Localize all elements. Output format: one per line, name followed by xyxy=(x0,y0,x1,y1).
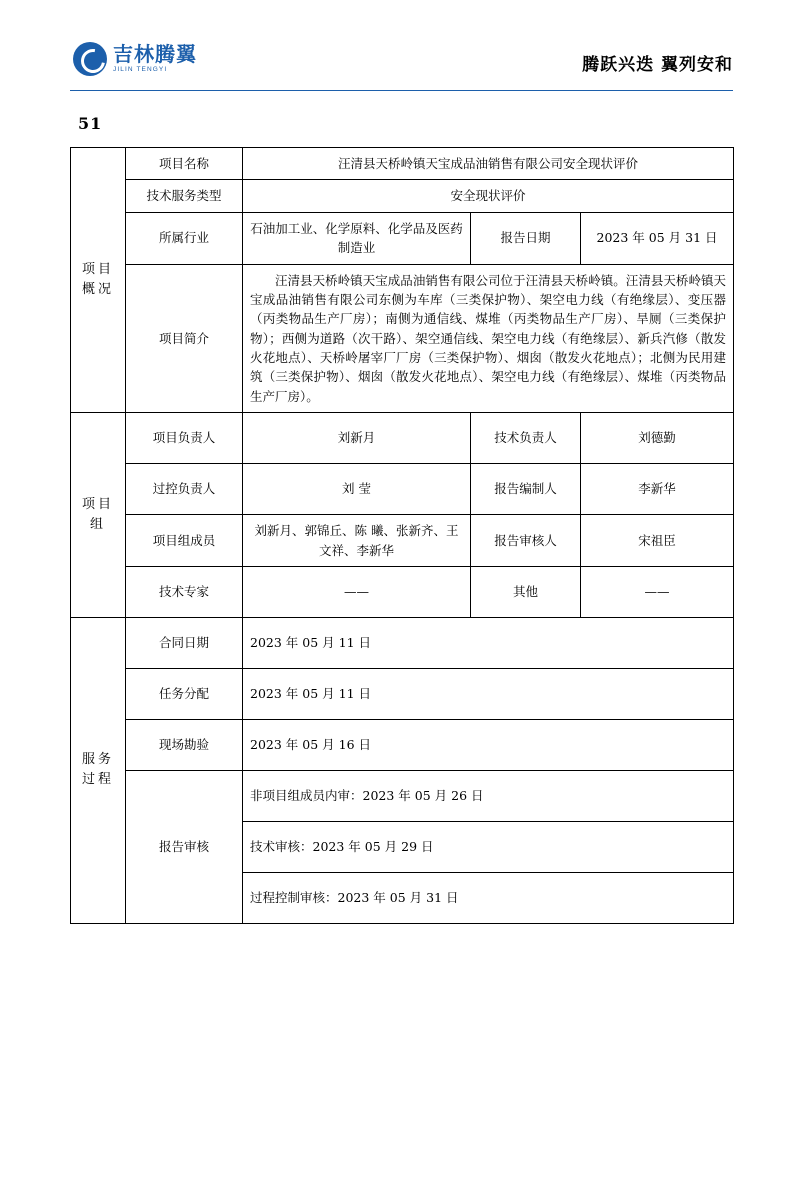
document-page xyxy=(0,42,803,1177)
row-value: 刘新月 xyxy=(243,413,471,464)
row-value: 安全现状评价 xyxy=(243,180,734,212)
section-label-team: 项目组 xyxy=(71,413,126,618)
logo-text xyxy=(113,44,197,74)
table-row xyxy=(71,566,734,617)
row-value-secondary: 2023 年 05 月 31 日 xyxy=(581,212,734,264)
row-label: 项目负责人 xyxy=(126,413,243,464)
row-value: 刘 莹 xyxy=(243,464,471,515)
row-value: 汪清县天桥岭镇天宝成品油销售有限公司安全现状评价 xyxy=(243,148,734,180)
company-logo-icon xyxy=(73,42,107,76)
row-label: 合同日期 xyxy=(126,617,243,668)
company-logo xyxy=(73,42,197,76)
row-value-review-3: 过程控制审核：2023 年 05 月 31 日 xyxy=(243,872,734,923)
row-label: 技术服务类型 xyxy=(126,180,243,212)
row-value: 2023 年 05 月 16 日 xyxy=(243,719,734,770)
row-value-secondary: 宋祖臣 xyxy=(581,515,734,567)
row-value-secondary: —— xyxy=(581,566,734,617)
page-number: 51 xyxy=(78,114,103,133)
row-label-secondary: 技术负责人 xyxy=(471,413,581,464)
row-value-secondary: 李新华 xyxy=(581,464,734,515)
row-label: 项目简介 xyxy=(126,264,243,413)
row-value-review-2: 技术审核：2023 年 05 月 29 日 xyxy=(243,821,734,872)
row-label: 项目组成员 xyxy=(126,515,243,567)
row-value: 刘新月、郭锦丘、陈 曦、张新齐、王文祥、李新华 xyxy=(243,515,471,567)
page-header xyxy=(70,42,733,104)
table-row xyxy=(71,413,734,464)
row-value: —— xyxy=(243,566,471,617)
row-label: 技术专家 xyxy=(126,566,243,617)
logo-title-cn: 吉林腾翼 xyxy=(113,42,197,67)
header-divider xyxy=(70,90,733,91)
row-value-description: 汪清县天桥岭镇天宝成品油销售有限公司位于汪清县天桥岭镇。汪清县天桥岭镇天宝成品油销售有限公司东侧为车库（三类保护物）、架空电力线（有绝缘层）、变压器（丙类物品生产厂房）；南侧为通信线、煤堆（丙类物品生产厂房）、旱厕（三类保护物）；西侧为道路（次干路）、架空通信线、架空电力线（有绝缘层）、新兵汽修（散发火花地点）、天桥岭屠宰厂厂房（三类保护物）、烟囱（散发火花地点）；北侧为民用建筑（三类保护物）、烟囱（散发火花地点）、架空电力线（有绝缘层）、煤堆（丙类物品生产厂房）。 xyxy=(243,264,734,413)
row-value-review-1: 非项目组成员内审：2023 年 05 月 26 日 xyxy=(243,770,734,821)
row-value: 2023 年 05 月 11 日 xyxy=(243,668,734,719)
header-slogan: 腾跃兴迭 翼列安和 xyxy=(582,55,733,75)
row-label-secondary: 报告日期 xyxy=(471,212,581,264)
row-value: 石油加工业、化学原料、化学品及医药制造业 xyxy=(243,212,471,264)
logo-title-en: JILIN TENGYI xyxy=(113,66,168,74)
row-label: 报告审核 xyxy=(126,770,243,923)
row-value-secondary: 刘德勤 xyxy=(581,413,734,464)
row-label: 项目名称 xyxy=(126,148,243,180)
table-row xyxy=(71,515,734,567)
row-label: 任务分配 xyxy=(126,668,243,719)
row-label: 现场勘验 xyxy=(126,719,243,770)
row-label-secondary: 报告编制人 xyxy=(471,464,581,515)
table-row xyxy=(71,148,734,180)
row-label-secondary: 其他 xyxy=(471,566,581,617)
project-summary-table xyxy=(70,147,734,924)
row-label: 过控负责人 xyxy=(126,464,243,515)
table-row xyxy=(71,668,734,719)
section-label-process: 服务过程 xyxy=(71,617,126,923)
table-row xyxy=(71,719,734,770)
row-label-secondary: 报告审核人 xyxy=(471,515,581,567)
table-row xyxy=(71,617,734,668)
table-row xyxy=(71,464,734,515)
table-row xyxy=(71,264,734,413)
table-row xyxy=(71,770,734,821)
table-row xyxy=(71,212,734,264)
table-row xyxy=(71,180,734,212)
section-label-overview: 项目概况 xyxy=(71,148,126,413)
row-label: 所属行业 xyxy=(126,212,243,264)
row-value: 2023 年 05 月 11 日 xyxy=(243,617,734,668)
